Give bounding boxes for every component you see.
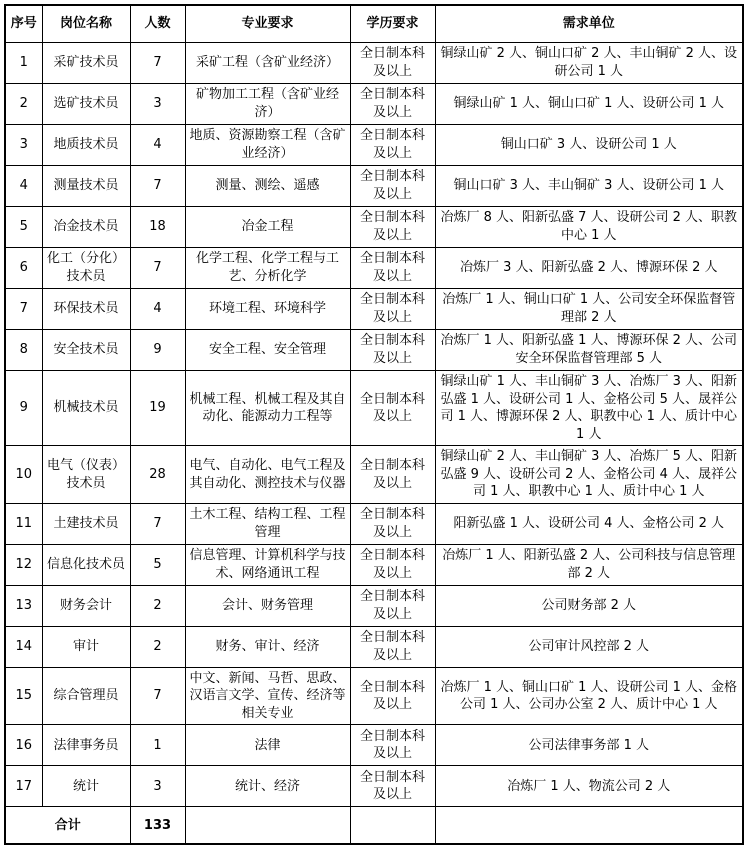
cell-position: 选矿技术员	[42, 84, 130, 125]
cell-no: 15	[5, 667, 42, 725]
cell-units: 铜山口矿 3 人、丰山铜矿 3 人、设研公司 1 人	[435, 166, 743, 207]
column-header-major: 专业要求	[185, 5, 350, 43]
cell-count: 7	[130, 166, 185, 207]
cell-position: 机械技术员	[42, 371, 130, 446]
table-row	[5, 289, 743, 330]
cell-count: 3	[130, 84, 185, 125]
cell-position: 安全技术员	[42, 330, 130, 371]
cell-no: 13	[5, 585, 42, 626]
cell-education: 全日制本科及以上	[350, 544, 435, 585]
column-header-count: 人数	[130, 5, 185, 43]
cell-major: 中文、新闻、马哲、思政、汉语言文学、宣传、经济等相关专业	[185, 667, 350, 725]
cell-education: 全日制本科及以上	[350, 585, 435, 626]
table-row	[5, 248, 743, 289]
cell-units: 冶炼厂 3 人、阳新弘盛 2 人、博源环保 2 人	[435, 248, 743, 289]
cell-count: 3	[130, 766, 185, 807]
cell-major: 矿物加工工程（含矿业经济）	[185, 84, 350, 125]
column-header-education: 学历要求	[350, 5, 435, 43]
cell-count: 18	[130, 207, 185, 248]
table-row	[5, 43, 743, 84]
cell-no: 4	[5, 166, 42, 207]
cell-position: 财务会计	[42, 585, 130, 626]
cell-major: 信息管理、计算机科学与技术、网络通讯工程	[185, 544, 350, 585]
cell-count: 28	[130, 446, 185, 504]
cell-position: 综合管理员	[42, 667, 130, 725]
cell-position: 电气（仪表）技术员	[42, 446, 130, 504]
cell-no: 16	[5, 725, 42, 766]
cell-no: 12	[5, 544, 42, 585]
table-row	[5, 84, 743, 125]
cell-count: 4	[130, 125, 185, 166]
cell-no: 2	[5, 84, 42, 125]
cell-major: 采矿工程（含矿业经济）	[185, 43, 350, 84]
cell-education: 全日制本科及以上	[350, 207, 435, 248]
cell-position: 信息化技术员	[42, 544, 130, 585]
cell-count: 4	[130, 289, 185, 330]
cell-major: 法律	[185, 725, 350, 766]
cell-no: 7	[5, 289, 42, 330]
cell-no: 11	[5, 503, 42, 544]
table-row	[5, 544, 743, 585]
cell-education: 全日制本科及以上	[350, 43, 435, 84]
cell-education: 全日制本科及以上	[350, 766, 435, 807]
cell-no: 3	[5, 125, 42, 166]
cell-units: 公司法律事务部 1 人	[435, 725, 743, 766]
cell-position: 地质技术员	[42, 125, 130, 166]
table-row	[5, 207, 743, 248]
cell-count: 7	[130, 667, 185, 725]
cell-major: 会计、财务管理	[185, 585, 350, 626]
cell-education: 全日制本科及以上	[350, 289, 435, 330]
cell-count: 2	[130, 626, 185, 667]
cell-units: 铜绿山矿 1 人、丰山铜矿 3 人、冶炼厂 3 人、阳新弘盛 1 人、设研公司 1 人、金格公司 5 人、晟祥公司 1 人、博源环保 2 人、职教中心 1 人、质计中心 1 人	[435, 371, 743, 446]
cell-no: 9	[5, 371, 42, 446]
cell-no: 1	[5, 43, 42, 84]
cell-major: 测量、测绘、遥感	[185, 166, 350, 207]
table-row	[5, 725, 743, 766]
cell-count: 1	[130, 725, 185, 766]
column-header-no: 序号	[5, 5, 42, 43]
cell-major: 统计、经济	[185, 766, 350, 807]
cell-units: 铜山口矿 3 人、设研公司 1 人	[435, 125, 743, 166]
cell-major: 地质、资源勘察工程（含矿业经济）	[185, 125, 350, 166]
column-header-position: 岗位名称	[42, 5, 130, 43]
cell-major: 化学工程、化学工程与工艺、分析化学	[185, 248, 350, 289]
cell-units: 铜绿山矿 2 人、丰山铜矿 3 人、冶炼厂 5 人、阳新弘盛 9 人、设研公司 2 人、金格公司 4 人、晟祥公司 1 人、职教中心 1 人、质计中心 1 人	[435, 446, 743, 504]
total-count-cell: 133	[130, 807, 185, 845]
cell-count: 7	[130, 503, 185, 544]
cell-count: 2	[130, 585, 185, 626]
total-label-cell: 合计	[5, 807, 130, 845]
total-row	[5, 807, 743, 845]
cell-education: 全日制本科及以上	[350, 84, 435, 125]
table-row	[5, 766, 743, 807]
cell-education: 全日制本科及以上	[350, 667, 435, 725]
cell-position: 统计	[42, 766, 130, 807]
column-header-units: 需求单位	[435, 5, 743, 43]
cell-units: 铜绿山矿 1 人、铜山口矿 1 人、设研公司 1 人	[435, 84, 743, 125]
cell-education: 全日制本科及以上	[350, 125, 435, 166]
cell-education: 全日制本科及以上	[350, 725, 435, 766]
cell-major: 环境工程、环境科学	[185, 289, 350, 330]
cell-units: 公司审计风控部 2 人	[435, 626, 743, 667]
total-education-cell	[350, 807, 435, 845]
cell-count: 5	[130, 544, 185, 585]
table-row	[5, 330, 743, 371]
cell-no: 10	[5, 446, 42, 504]
cell-education: 全日制本科及以上	[350, 503, 435, 544]
recruitment-table	[4, 4, 744, 845]
cell-units: 阳新弘盛 1 人、设研公司 4 人、金格公司 2 人	[435, 503, 743, 544]
cell-count: 9	[130, 330, 185, 371]
cell-units: 冶炼厂 1 人、铜山口矿 1 人、公司安全环保监督管理部 2 人	[435, 289, 743, 330]
total-major-cell	[185, 807, 350, 845]
table-row	[5, 585, 743, 626]
header-row	[5, 5, 743, 43]
cell-no: 17	[5, 766, 42, 807]
cell-position: 采矿技术员	[42, 43, 130, 84]
table-row	[5, 626, 743, 667]
cell-no: 5	[5, 207, 42, 248]
cell-count: 7	[130, 43, 185, 84]
cell-count: 7	[130, 248, 185, 289]
cell-units: 铜绿山矿 2 人、铜山口矿 2 人、丰山铜矿 2 人、设研公司 1 人	[435, 43, 743, 84]
cell-no: 8	[5, 330, 42, 371]
cell-units: 冶炼厂 8 人、阳新弘盛 7 人、设研公司 2 人、职教中心 1 人	[435, 207, 743, 248]
cell-education: 全日制本科及以上	[350, 330, 435, 371]
cell-units: 冶炼厂 1 人、铜山口矿 1 人、设研公司 1 人、金格公司 1 人、公司办公室 2 人、质计中心 1 人	[435, 667, 743, 725]
cell-position: 土建技术员	[42, 503, 130, 544]
cell-position: 法律事务员	[42, 725, 130, 766]
cell-education: 全日制本科及以上	[350, 371, 435, 446]
cell-major: 财务、审计、经济	[185, 626, 350, 667]
cell-position: 环保技术员	[42, 289, 130, 330]
table-row	[5, 166, 743, 207]
cell-units: 公司财务部 2 人	[435, 585, 743, 626]
cell-position: 冶金技术员	[42, 207, 130, 248]
cell-no: 6	[5, 248, 42, 289]
cell-no: 14	[5, 626, 42, 667]
cell-units: 冶炼厂 1 人、阳新弘盛 1 人、博源环保 2 人、公司安全环保监督管理部 5 人	[435, 330, 743, 371]
table-row	[5, 371, 743, 446]
table-row	[5, 667, 743, 725]
cell-position: 测量技术员	[42, 166, 130, 207]
table-body	[5, 43, 743, 807]
cell-major: 土木工程、结构工程、工程管理	[185, 503, 350, 544]
total-units-cell	[435, 807, 743, 845]
cell-education: 全日制本科及以上	[350, 248, 435, 289]
cell-count: 19	[130, 371, 185, 446]
table-footer	[5, 807, 743, 845]
table-row	[5, 125, 743, 166]
cell-position: 审计	[42, 626, 130, 667]
cell-education: 全日制本科及以上	[350, 626, 435, 667]
table-row	[5, 446, 743, 504]
cell-education: 全日制本科及以上	[350, 446, 435, 504]
cell-units: 冶炼厂 1 人、阳新弘盛 2 人、公司科技与信息管理部 2 人	[435, 544, 743, 585]
table-header	[5, 5, 743, 43]
cell-major: 安全工程、安全管理	[185, 330, 350, 371]
cell-major: 机械工程、机械工程及其自动化、能源动力工程等	[185, 371, 350, 446]
table-row	[5, 503, 743, 544]
cell-education: 全日制本科及以上	[350, 166, 435, 207]
cell-position: 化工（分化）技术员	[42, 248, 130, 289]
cell-major: 电气、自动化、电气工程及其自动化、测控技术与仪器	[185, 446, 350, 504]
cell-major: 冶金工程	[185, 207, 350, 248]
cell-units: 冶炼厂 1 人、物流公司 2 人	[435, 766, 743, 807]
